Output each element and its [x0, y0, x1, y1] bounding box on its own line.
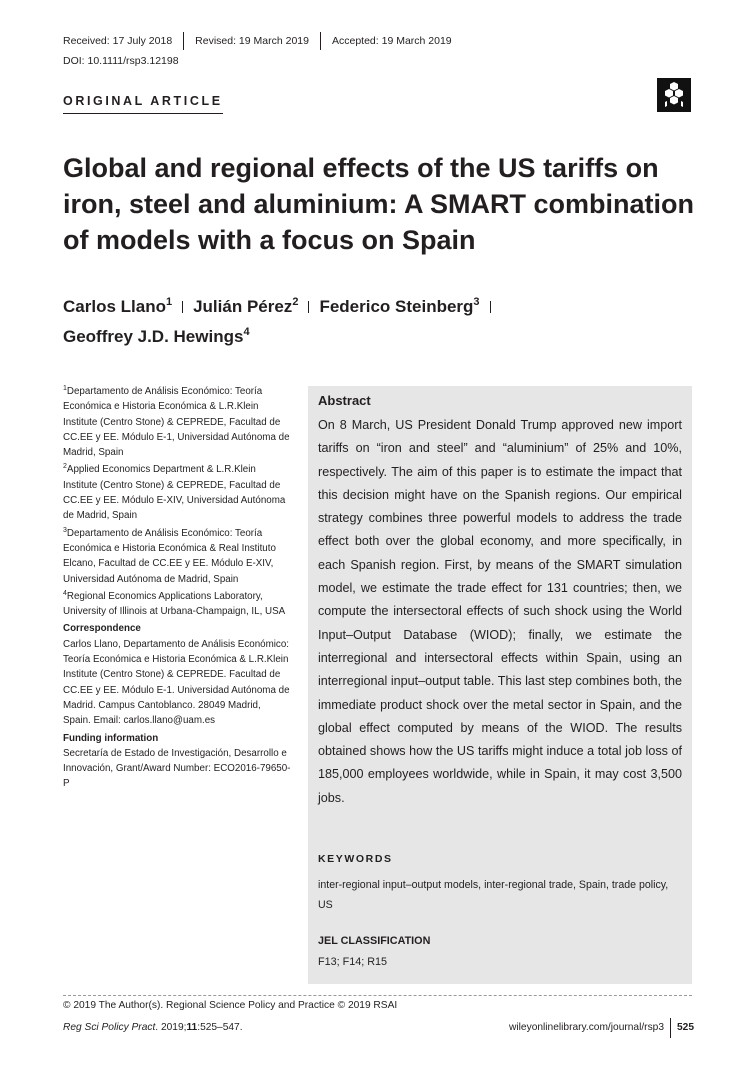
- hexagon-cluster-logo-icon: [657, 78, 691, 112]
- affiliation: $^4$Regional Economics Applications Laboratory, University of Illinois at Urbana-Champaign, IL, USA: [63, 589, 286, 618]
- affiliation: $^1$Departamento de Análisis Económico: Teoría Económica e Historia Económica & L.R.Klein Institute (Centro Stone) & CEPREDE, Facultad de CC.EE y EE. Módulo E-1, Universidad Autónoma de Madrid, Spain: [63, 385, 290, 459]
- date-divider: [183, 32, 184, 50]
- author-name[interactable]: Federico Steinberg$^3$: [319, 296, 480, 316]
- funding-heading: Funding information: [63, 732, 159, 744]
- author-name[interactable]: Carlos Llano$^1$: [63, 296, 173, 316]
- keywords-text: inter-regional input–output models, inter-regional trade, Spain, trade policy, US: [318, 879, 669, 911]
- jel-codes: F13; F14; R15: [318, 956, 388, 968]
- accepted-date: Accepted: 19 March 2019: [331, 35, 452, 47]
- page-number: 525: [677, 1022, 694, 1033]
- article-title: Global and regional effects of the US tariffs on iron, steel and aluminium: A SMART combination of models with a focus on Spain: [63, 153, 695, 255]
- author-divider: [182, 301, 183, 313]
- abstract-text: On 8 March, US President Donald Trump approved new import tariffs on “iron and steel” and “aluminium” of 25% and 10%, respectively. The aim of this paper is to estimate the impact that this decision might have on the Spanish regions. Our empirical strategy combines three powerful models to address the trade effect both over the global economy, and more specifically, in each Spanish region. First, by means of the SMART simulation model, we estimate the trade effect for 131 countries; then, we compute the intersectoral effects of such shock using the World Input–Output Database (WIOD); finally, we estimate the interregional and intersectoral effects within Spain, using an interregional input–output table. This last step combines both, the immediate product shock over the metal sector in Spain, and the global effect computed by means of the WIOD. The results obtained shows how the US tariffs might induce a total job loss of 185,000 employees worldwide, while in Spain, it may cost 3,500 jobs.: [318, 418, 682, 805]
- abstract-heading: Abstract: [318, 393, 371, 408]
- footer-divider-vertical: [670, 1018, 671, 1038]
- keywords-heading: KEYWORDS: [318, 853, 393, 865]
- footer-divider: [63, 995, 692, 996]
- author-name[interactable]: Julián Pérez$^2$: [193, 296, 299, 316]
- sidebar-info: [63, 384, 291, 792]
- author-name[interactable]: Geoffrey J.D. Hewings$^4$: [63, 326, 250, 346]
- funding-text: Secretaría de Estado de Investigación, Desarrollo e Innovación, Grant/Award Number: ECO2016-79650-P: [63, 747, 291, 790]
- date-divider: [320, 32, 321, 50]
- author-list: [63, 292, 703, 352]
- article-dates: [63, 33, 452, 49]
- affiliation: $^3$Departamento de Análisis Económico: Teoría Económica e Historia Económica & Real Instituto Elcano, Facultad de CC.EE y EE. Módulo E-XIV, Universidad Autónoma de Madrid, Spain: [63, 526, 276, 585]
- author-divider: [490, 301, 491, 313]
- journal-citation: Reg Sci Policy Pract. 2019;11:525–547.: [63, 1022, 243, 1033]
- affiliation: $^2$Applied Economics Department & L.R.Klein Institute (Centro Stone) & CEPREDE, Facultad de CC.EE y EE. Módulo E-XIV, Universidad Autónoma de Madrid, Spain: [63, 463, 286, 522]
- received-date: Received: 17 July 2018: [63, 35, 173, 47]
- copyright-notice: © 2019 The Author(s). Regional Science Policy and Practice © 2019 RSAI: [63, 1000, 398, 1011]
- revised-date: Revised: 19 March 2019: [195, 35, 309, 47]
- correspondence-text: Carlos Llano, Departamento de Análisis Económico: Teoría Económica e Historia Económica & L.R.Klein Institute (Centro Stone) & CEPREDE. Facultad de CC.EE y EE. Módulo E-1. Universidad Autónoma de Madrid. Campus Cantoblanco. 28049 Madrid, Spain. Email: carlos.llano@uam.es: [63, 638, 290, 727]
- correspondence-heading: Correspondence: [63, 623, 141, 635]
- article-type-label: ORIGINAL ARTICLE: [63, 94, 223, 114]
- doi[interactable]: DOI: 10.1111/rsp3.12198: [63, 55, 179, 67]
- journal-url-link[interactable]: wileyonlinelibrary.com/journal/rsp3: [509, 1022, 664, 1033]
- jel-heading: JEL CLASSIFICATION: [318, 935, 431, 947]
- author-divider: [308, 301, 309, 313]
